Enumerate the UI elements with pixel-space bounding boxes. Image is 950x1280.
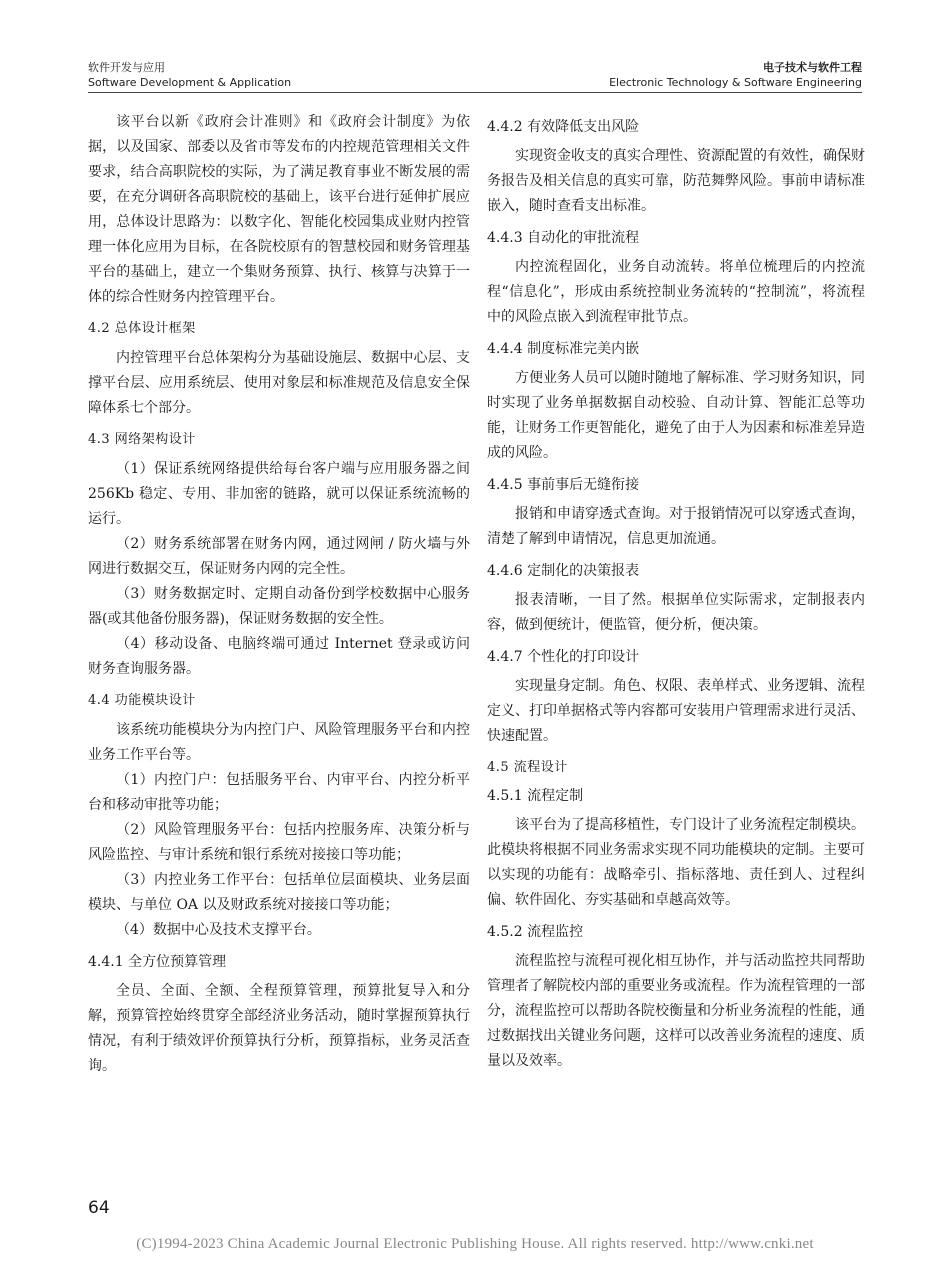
header-divider (88, 92, 862, 93)
paragraph: 实现量身定制。角色、权限、表单样式、业务逻辑、流程定义、打印单据格式等内容都可安装用户管理需求进行灵活、快速配置。 (487, 678, 865, 744)
subsection-heading-4-4-5: 4.4.5 事前事后无缝衔接 (487, 477, 640, 493)
list-item: （3）内控业务工作平台：包括单位层面模块、业务层面模块、与单位 OA 以及财政系统对接接口等功能； (88, 872, 470, 913)
journal-title-en: Electronic Technology & Software Engineering (609, 76, 862, 89)
subsection-heading-4-4-2: 4.4.2 有效降低支出风险 (487, 119, 640, 135)
section-heading-4-5: 4.5 流程设计 (487, 760, 568, 775)
list-item: （4）移动设备、电脑终端可通过 Internet 登录或访问财务查询服务器。 (88, 636, 470, 677)
list-item: （3）财务数据定时、定期自动备份到学校数据中心服务器(或其他备份服务器)，保证财务数据的安全性。 (88, 586, 470, 627)
list-item: （1）保证系统网络提供给每台客户端与应用服务器之间 256Kb 稳定、专用、非加密的链路，就可以保证系统流畅的运行。 (88, 461, 470, 527)
paragraph: 报销和申请穿透式查询。对于报销情况可以穿透式查询，清楚了解到申请情况，信息更加流通。 (487, 506, 865, 547)
copyright-footer: (C)1994-2023 China Academic Journal Electronic Publishing House. All rights reserved. http://www.cnki.net (136, 1236, 814, 1252)
list-item: （4）数据中心及技术支撑平台。 (116, 922, 321, 938)
list-item: （2）风险管理服务平台：包括内控服务库、决策分析与风险监控、与审计系统和银行系统对接接口等功能； (88, 822, 470, 863)
subsection-heading-4-5-2: 4.5.2 流程监控 (487, 924, 584, 940)
subsection-heading-4-5-1: 4.5.1 流程定制 (487, 788, 584, 804)
section-heading-4-2: 4.2 总体设计框架 (88, 321, 196, 336)
right-column (487, 110, 865, 1074)
paragraph: 内控流程固化，业务自动流转。将单位梳理后的内控流程“信息化”，形成由系统控制业务流转的“控制流”，将流程中的风险点嵌入到流程审批节点。 (487, 259, 865, 325)
subsection-heading-4-4-4: 4.4.4 制度标准完美内嵌 (487, 341, 640, 357)
running-header-left (88, 60, 291, 90)
paragraph: 该平台为了提高移植性，专门设计了业务流程定制模块。此模块将根据不同业务需求实现不同功能模块的定制。主要可以实现的功能有：战略牵引、指标落地、责任到人、过程纠偏、软件固化、夯实基础和卓越高效等。 (487, 817, 865, 908)
paragraph: 内控管理平台总体架构分为基础设施层、数据中心层、支撑平台层、应用系统层、使用对象层和标准规范及信息安全保障体系七个部分。 (88, 350, 470, 416)
paragraph: 方便业务人员可以随时随地了解标准、学习财务知识，同时实现了业务单据数据自动校验、自动计算、智能汇总等功能，让财务工作更智能化，避免了由于人为因素和标准差异造成的风险。 (487, 370, 865, 461)
paragraph: 全员、全面、全额、全程预算管理，预算批复导入和分解，预算管控始终贯穿全部经济业务活动，随时掌握预算执行情况，有利于绩效评价预算执行分析，预算指标，业务灵活查询。 (88, 983, 470, 1074)
paragraph: 该系统功能模块分为内控门户、风险管理服务平台和内控业务工作平台等。 (88, 722, 470, 763)
subsection-heading-4-4-1: 4.4.1 全方位预算管理 (88, 954, 227, 970)
page-number: 64 (88, 1198, 110, 1218)
paragraph: 报表清晰，一目了然。根据单位实际需求，定制报表内容，做到便统计，便监管，便分析，便决策。 (487, 592, 865, 633)
journal-section-cn: 软件开发与应用 (88, 61, 165, 74)
section-heading-4-3: 4.3 网络架构设计 (88, 432, 196, 447)
subsection-heading-4-4-7: 4.4.7 个性化的打印设计 (487, 649, 640, 665)
journal-section-en: Software Development & Application (88, 76, 292, 89)
running-header-right (609, 60, 862, 90)
subsection-heading-4-4-6: 4.4.6 定制化的决策报表 (487, 563, 640, 579)
list-item: （1）内控门户：包括服务平台、内审平台、内控分析平台和移动审批等功能； (88, 772, 470, 813)
journal-title-cn: 电子技术与软件工程 (763, 61, 862, 74)
subsection-heading-4-4-3: 4.4.3 自动化的审批流程 (487, 230, 640, 246)
left-column (88, 110, 470, 1079)
list-item: （2）财务系统部署在财务内网，通过网闸 / 防火墙与外网进行数据交互，保证财务内网的完全性。 (88, 536, 470, 577)
paragraph: 实现资金收支的真实合理性、资源配置的有效性，确保财务报告及相关信息的真实可靠，防范舞弊风险。事前申请标准嵌入，随时查看支出标准。 (487, 148, 865, 214)
paragraph: 该平台以新《政府会计准则》和《政府会计制度》为依据，以及国家、部委以及省市等发布的内控规范管理相关文件要求，结合高职院校的实际，为了满足教育事业不断发展的需要，在充分调研各高职院校的基础上，该平台进行延伸扩展应用，总体设计思路为：以数字化、智能化校园集成业财内控管理一体化应用为目标，在各院校原有的智慧校园和财务管理基平台的基础上，建立一个集财务预算、执行、核算与决算于一体的综合性财务内控管理平台。 (88, 114, 470, 305)
section-heading-4-4: 4.4 功能模块设计 (88, 693, 196, 708)
paragraph: 流程监控与流程可视化相互协作，并与活动监控共同帮助管理者了解院校内部的重要业务或流程。作为流程管理的一部分，流程监控可以帮助各院校衡量和分析业务流程的性能，通过数据找出关键业务问题，这样可以改善业务流程的速度、质量以及效率。 (487, 953, 865, 1069)
